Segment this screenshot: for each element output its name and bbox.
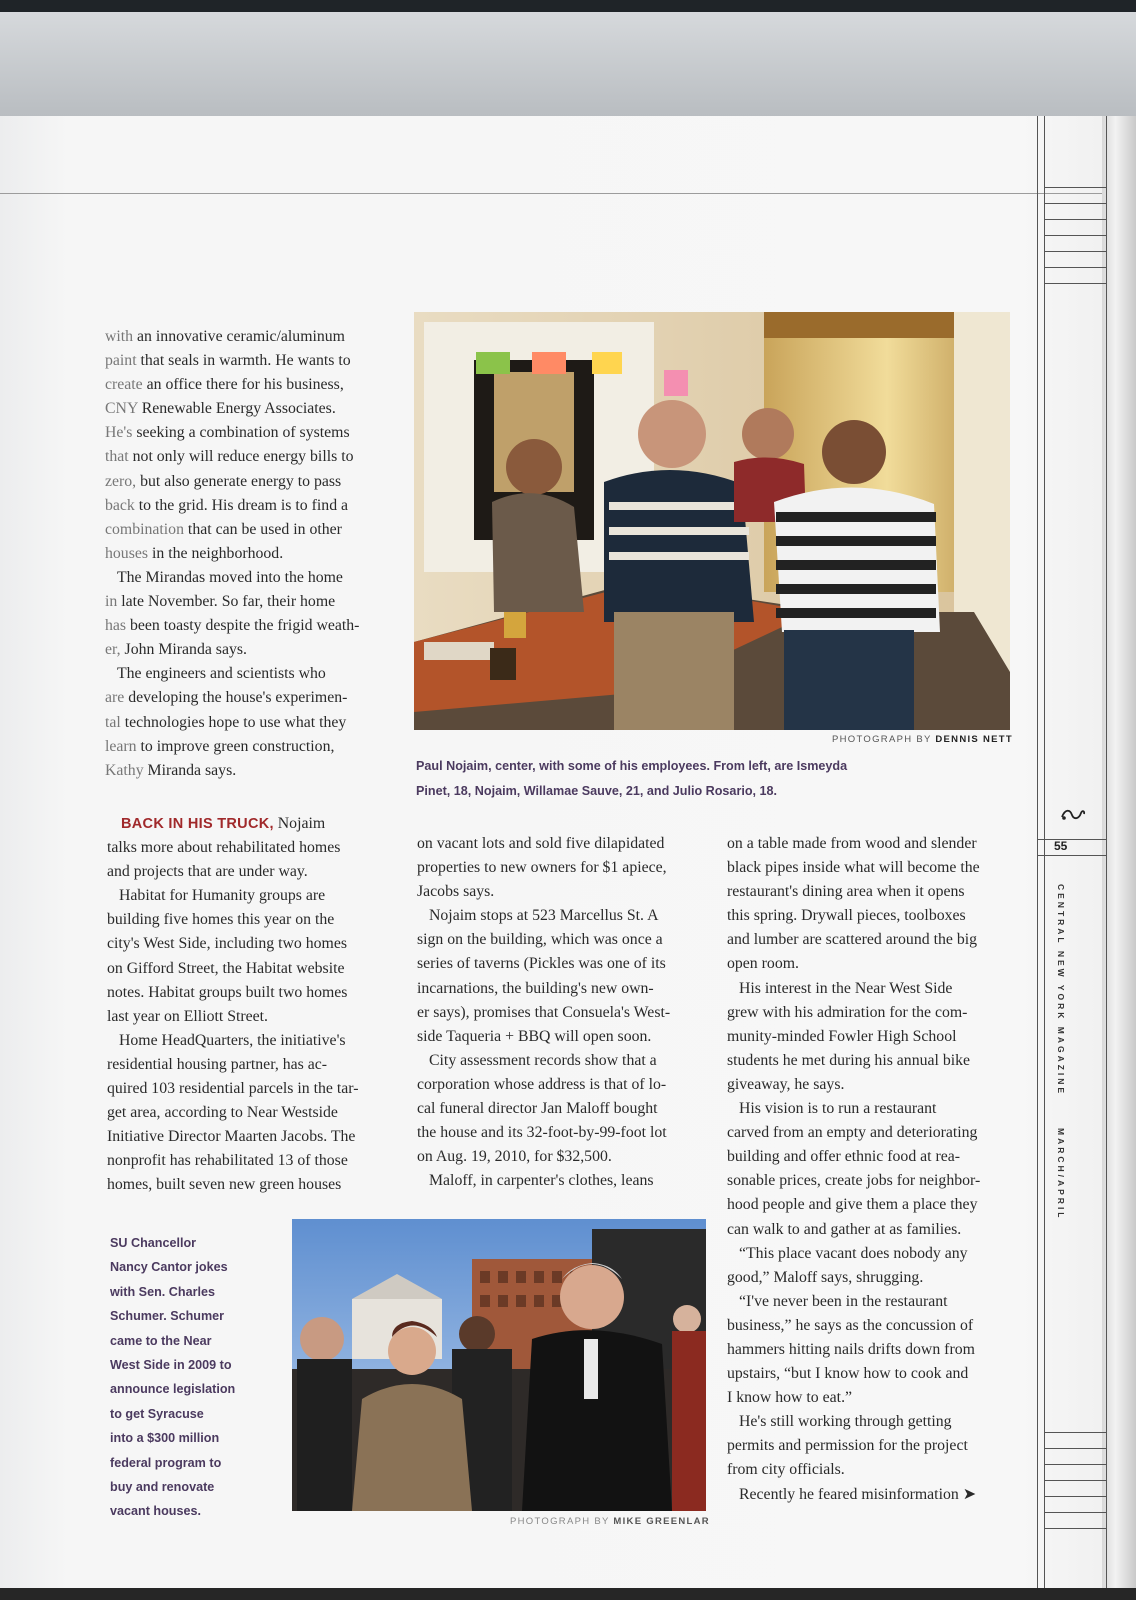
text-line: Maloff, in carpenter's clothes, leans — [429, 1172, 654, 1190]
paragraph — [727, 1410, 1027, 1482]
caption-line: with Sen. Charles — [110, 1284, 215, 1299]
text-line: paint that seals in warmth. He wants to — [105, 352, 351, 370]
text-line: Habitat for Humanity groups are — [119, 887, 326, 905]
photo-caption — [110, 1231, 270, 1524]
article-column-1-bottom — [107, 812, 397, 1198]
margin-rule — [1044, 203, 1106, 204]
paragraph — [727, 977, 1027, 1097]
scan-top-edge — [0, 0, 1136, 12]
text-line: homes, built seven new green houses — [107, 1176, 342, 1194]
text-line: Jacobs says. — [417, 883, 495, 901]
text-line: get area, according to Near Westside — [107, 1104, 338, 1122]
text-line: “This place vacant does nobody any — [739, 1244, 968, 1262]
photo-nojaim-employees — [414, 312, 1010, 730]
text-line: on vacant lots and sold five dilapidated — [417, 835, 665, 852]
margin-rule — [1044, 267, 1106, 268]
caption-line: Schumer. Schumer — [110, 1309, 225, 1324]
caption-line: Pinet, 18, Nojaim, Willamae Sauve, 21, and Julio Rosario, 18. — [416, 783, 778, 798]
fold-line — [0, 193, 1136, 194]
text-line: good,” Maloff says, shrugging. — [727, 1268, 924, 1286]
paragraph — [727, 1242, 1027, 1290]
text-line: tal technologies hope to use what they — [105, 713, 347, 731]
margin-rule — [1044, 116, 1045, 1588]
page-edge — [1102, 116, 1136, 1600]
margin-rule — [1044, 1480, 1106, 1481]
text-line: create an office there for his business, — [105, 376, 344, 394]
text-line: corporation whose address is that of lo- — [417, 1075, 667, 1093]
caption-line: came to the Near — [110, 1333, 212, 1348]
text-line: Home HeadQuarters, the initiative's — [119, 1031, 346, 1049]
text-line: nonprofit has rehabilitated 13 of those — [107, 1152, 348, 1170]
text-line: on Gifford Street, the Habitat website — [107, 959, 345, 977]
text-line: series of taverns (Pickles was one of its — [417, 955, 666, 973]
photo-credit: PHOTOGRAPH BY DENNIS NETT — [832, 734, 1014, 745]
text-line: sonable prices, create jobs for neighbor- — [727, 1172, 981, 1190]
text-line: open room. — [727, 955, 799, 973]
text-line: hammers hitting nails drifts down from — [727, 1340, 975, 1358]
margin-rule — [1044, 187, 1106, 188]
text-line: can walk to and gather at as families. — [727, 1220, 962, 1238]
text-line: are developing the house's experimen- — [105, 689, 348, 707]
caption-line: federal program to — [110, 1455, 222, 1470]
text-line: The engineers and scientists who — [117, 665, 326, 683]
text-line: er, John Miranda says. — [105, 641, 247, 659]
text-line: houses in the neighborhood. — [105, 544, 284, 562]
caption-line: West Side in 2009 to — [110, 1358, 232, 1373]
text-line: side Taqueria + BBQ will open soon. — [417, 1027, 652, 1045]
text-line: city's West Side, including two homes — [107, 935, 347, 953]
text-line: quired 103 residential parcels in the tar- — [107, 1080, 359, 1098]
text-line: carved from an empty and deteriorating — [727, 1124, 978, 1142]
text-line: He's still working through getting — [739, 1413, 952, 1431]
paragraph — [417, 1049, 707, 1169]
text-line: er says), promises that Consuela's West- — [417, 1003, 671, 1021]
margin-rule — [1037, 116, 1038, 1588]
text-line: permits and permission for the project — [727, 1437, 968, 1455]
text-line: Initiative Director Maarten Jacobs. The — [107, 1128, 356, 1146]
paragraph: BACK IN HIS TRUCK, Nojaim talks more about rehabilitated homes and projects that are under way. — [107, 815, 341, 881]
text-line: zero, but also generate energy to pass — [105, 472, 342, 490]
text-line: with an innovative ceramic/aluminum — [105, 328, 345, 345]
caption-line: Paul Nojaim, center, with some of his employees. From left, are Ismeyda — [416, 759, 848, 773]
scan-background — [0, 12, 1136, 116]
margin-rule — [1044, 1432, 1106, 1433]
paragraph — [417, 904, 707, 1049]
text-line: incarnations, the building's new own- — [417, 979, 654, 997]
text-line: black pipes inside what will become the — [727, 859, 980, 877]
text-line: has been toasty despite the frigid weath- — [105, 617, 360, 635]
paragraph — [727, 1290, 1027, 1410]
text-line: on a table made from wood and slender — [727, 835, 977, 852]
photo-illustration — [292, 1219, 706, 1511]
caption-line: announce legislation — [110, 1382, 236, 1397]
paragraph — [727, 1483, 1027, 1507]
text-line: properties to new owners for $1 apiece, — [417, 859, 667, 877]
text-line: His vision is to run a restaurant — [739, 1100, 937, 1118]
text-line: The Mirandas moved into the home — [117, 568, 343, 586]
margin-rule — [1044, 1448, 1106, 1449]
section-subhead: BACK IN HIS TRUCK, — [121, 816, 274, 832]
text-line: grew with his admiration for the com- — [727, 1003, 968, 1021]
margin-rule — [1044, 251, 1106, 252]
margin-rule — [1037, 839, 1106, 840]
caption-line: Nancy Cantor jokes — [110, 1260, 228, 1275]
text-line: cal funeral director Jan Maloff bought — [417, 1100, 658, 1118]
text-line: restaurant's dining area when it opens — [727, 883, 965, 901]
paragraph — [105, 566, 395, 662]
paragraph — [105, 662, 395, 782]
text-line: this spring. Drywall pieces, toolboxes — [727, 907, 966, 925]
text-line: building and offer ethnic food at rea- — [727, 1148, 961, 1166]
text-line: His interest in the Near West Side — [739, 979, 953, 997]
caption-line: buy and renovate — [110, 1480, 215, 1495]
article-column-2 — [417, 832, 707, 1193]
article-column-1-top — [105, 325, 395, 783]
text-line: sign on the building, which was once a — [417, 931, 663, 949]
paragraph — [417, 832, 707, 904]
magazine-name: CENTRAL NEW YORK MAGAZINE — [1056, 884, 1066, 1097]
text-line: from city officials. — [727, 1461, 845, 1479]
text-line: “I've never been in the restaurant — [739, 1292, 948, 1310]
text-line: in late November. So far, their home — [105, 593, 336, 611]
text-line: learn to improve green construction, — [105, 737, 335, 755]
text-line: notes. Habitat groups built two homes — [107, 983, 348, 1001]
caption-line: to get Syracuse — [110, 1406, 204, 1421]
margin-rule — [1044, 219, 1106, 220]
paragraph — [727, 1097, 1027, 1242]
scan-bottom-edge — [0, 1588, 1136, 1600]
margin-rule — [1044, 283, 1106, 284]
text-line: building five homes this year on the — [107, 911, 335, 929]
text-line: business,” he says as the concussion of — [727, 1316, 974, 1334]
page-number: 55 — [1054, 839, 1068, 853]
text-line: that not only will reduce energy bills to — [105, 448, 354, 466]
text-line: munity-minded Fowler High School — [727, 1027, 957, 1045]
flourish-icon — [1060, 807, 1086, 821]
article-column-3 — [727, 832, 1027, 1507]
margin-rule — [1044, 235, 1106, 236]
paragraph — [107, 884, 397, 1029]
issue-date: MARCH/APRIL — [1056, 1128, 1066, 1221]
text-line: and lumber are scattered around the big — [727, 931, 978, 949]
photo-credit: PHOTOGRAPH BY MIKE GREENLAR — [510, 1516, 710, 1527]
text-line: last year on Elliott Street. — [107, 1007, 269, 1025]
text-line: Kathy Miranda says. — [105, 761, 237, 779]
margin-rule — [1044, 1512, 1106, 1513]
text-line: and projects that are under way. — [107, 863, 308, 881]
text-line: students he met during his annual bike — [727, 1051, 971, 1069]
photo-cantor-schumer — [292, 1219, 706, 1511]
paragraph — [107, 1029, 397, 1198]
text-line: hood people and give them a place they — [727, 1196, 978, 1214]
caption-line: vacant houses. — [110, 1504, 201, 1519]
text-line: giveaway, he says. — [727, 1075, 845, 1093]
text-line: Nojaim stops at 523 Marcellus St. A — [429, 907, 659, 925]
text-line: CNY Renewable Energy Associates. — [105, 400, 336, 418]
text-line: combination that can be used in other — [105, 520, 342, 538]
text-line: back to the grid. His dream is to find a — [105, 496, 349, 514]
paragraph — [105, 325, 395, 566]
paragraph — [417, 1169, 707, 1193]
text-line: City assessment records show that a — [429, 1051, 657, 1069]
text-line: the house and its 32-foot-by-99-foot lot — [417, 1124, 667, 1142]
text-line: I know how to eat.” — [727, 1389, 853, 1407]
text-line: talks more about rehabilitated homes — [107, 839, 341, 857]
photo-illustration — [414, 312, 1010, 730]
margin-rule — [1044, 1464, 1106, 1465]
paragraph — [727, 832, 1027, 977]
photo-caption — [416, 754, 1016, 803]
text-line: on Aug. 19, 2010, for $32,500. — [417, 1148, 612, 1166]
margin-rule — [1037, 855, 1106, 856]
margin-rule — [1106, 116, 1107, 1588]
text-line: upstairs, “but I know how to cook and — [727, 1365, 969, 1383]
caption-line: into a $300 million — [110, 1431, 220, 1446]
text-line: Recently he feared misinformation ➤ — [739, 1485, 976, 1503]
margin-rule — [1044, 1496, 1106, 1497]
margin-rule — [1044, 1528, 1106, 1529]
caption-line: SU Chancellor — [110, 1236, 197, 1250]
text-line: residential housing partner, has ac- — [107, 1055, 328, 1073]
text-line: He's seeking a combination of systems — [105, 424, 350, 442]
